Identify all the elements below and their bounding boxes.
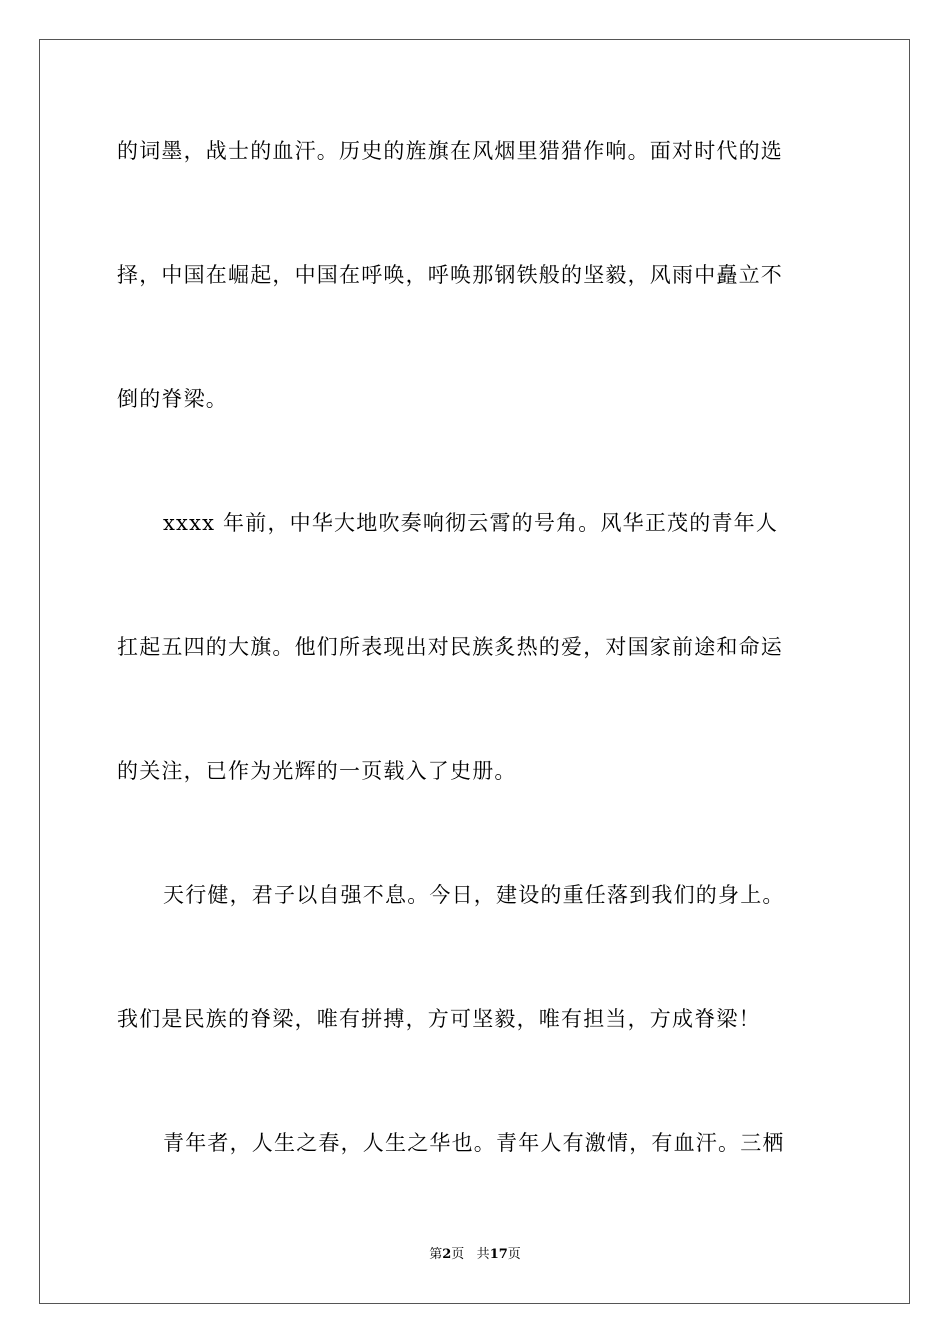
- page-number: 2: [442, 1247, 452, 1262]
- paragraph-line-6: 的关注，已作为光辉的一页载入了史册。: [117, 759, 517, 783]
- page-footer: [0, 1246, 950, 1264]
- paragraph-line-2: 择，中国在崛起，中国在呼唤，呼唤那钢铁般的坚毅，风雨中矗立不: [117, 263, 783, 287]
- total-suffix: 页: [507, 1247, 521, 1262]
- total-pages: 17: [489, 1247, 508, 1262]
- page-suffix: 页: [451, 1247, 465, 1262]
- paragraph-line-9: 青年者，人生之春，人生之华也。青年人有激情，有血汗。三栖: [163, 1131, 785, 1155]
- paragraph-line-5: 扛起五四的大旗。他们所表现出对民族炙热的爱，对国家前途和命运: [117, 635, 783, 659]
- page-border: [39, 39, 910, 1304]
- paragraph-line-1: 的词墨，战士的血汗。历史的旌旗在风烟里猎猎作响。面对时代的选: [117, 139, 783, 163]
- paragraph-line-8: 我们是民族的脊梁，唯有拼搏，方可坚毅，唯有担当，方成脊梁！: [117, 1007, 761, 1031]
- total-prefix: 共: [476, 1247, 490, 1262]
- paragraph-line-3: 倒的脊梁。: [117, 387, 228, 411]
- paragraph-line-4: xxxx 年前，中华大地吹奏响彻云霄的号角。风华正茂的青年人: [163, 511, 779, 535]
- page-prefix: 第: [429, 1247, 443, 1262]
- paragraph-line-7: 天行健，君子以自强不息。今日，建设的重任落到我们的身上。: [163, 883, 785, 907]
